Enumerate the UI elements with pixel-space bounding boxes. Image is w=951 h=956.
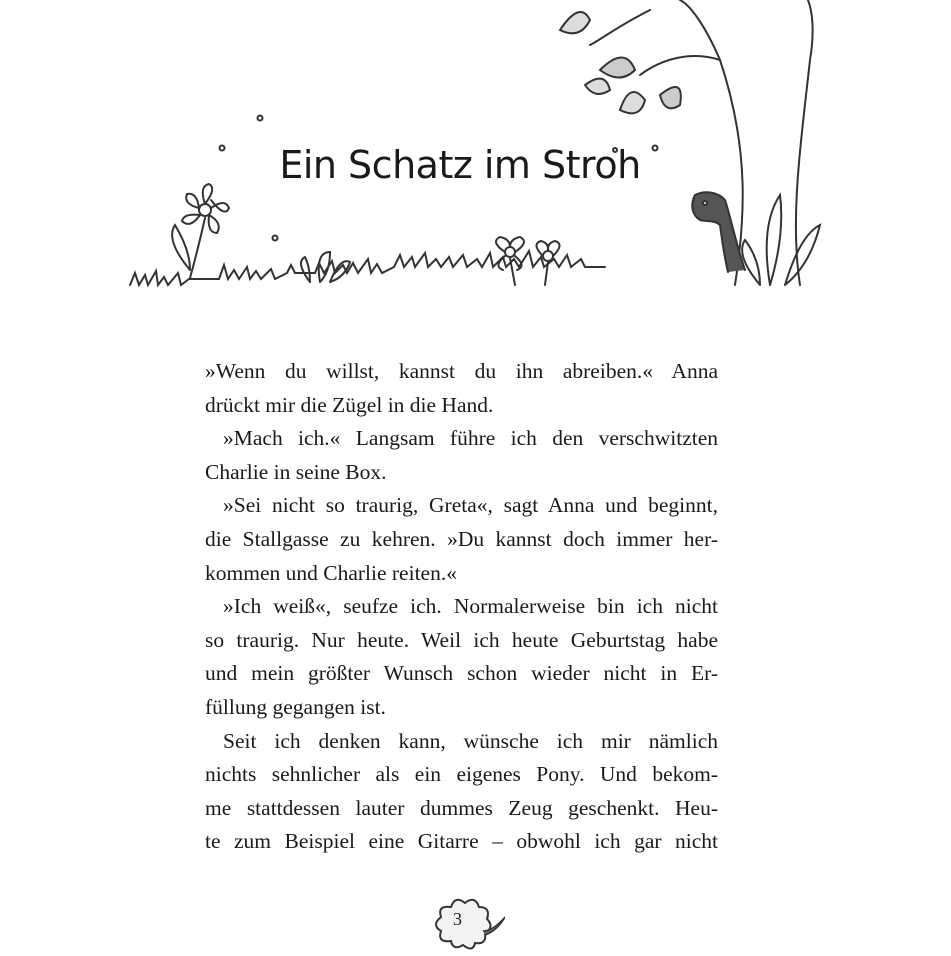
text-line: »Mach ich.« Langsam führe ich den verschwitzten	[223, 426, 718, 451]
text-line: Charlie in seine Box.	[205, 459, 387, 484]
pony-illustration	[692, 192, 745, 272]
text-line: »Wenn du willst, kannst du ihn abreiben.« Anna	[205, 359, 718, 383]
text-line: und mein größter Wunsch schon wieder nicht in Er-	[205, 661, 718, 686]
page-number: 3	[453, 909, 462, 929]
body-text	[205, 355, 718, 859]
chapter-title: Ein Schatz im Stroh	[279, 143, 641, 187]
clover-icon	[425, 893, 505, 951]
text-line: drückt mir die Zügel in die Hand.	[205, 392, 494, 417]
text-line: Seit ich denken kann, wünsche ich mir nämlich	[223, 728, 718, 753]
text-line: die Stallgasse zu kehren. »Du kannst doch immer her-	[205, 526, 718, 551]
text-line: füllung gegangen ist.	[205, 694, 386, 719]
text-line: »Sei nicht so traurig, Greta«, sagt Anna und beginnt,	[223, 493, 718, 518]
flower-illustration	[172, 184, 559, 285]
text-line: nichts sehnlicher als ein eigenes Pony. Und bekom-	[205, 762, 718, 787]
text-line: »Ich weiß«, seufze ich. Normalerweise bin ich nicht	[223, 594, 718, 619]
text-line: kommen und Charlie reiten.«	[205, 560, 457, 585]
text-line: te zum Beispiel eine Gitarre – obwohl ich gar nicht	[205, 829, 718, 854]
grass-line	[130, 251, 605, 285]
text-line: me stattdessen lauter dummes Zeug geschenkt. Heu-	[205, 795, 718, 820]
page-number-badge	[425, 893, 505, 951]
text-line: so traurig. Nur heute. Weil ich heute Geburtstag habe	[205, 627, 718, 652]
